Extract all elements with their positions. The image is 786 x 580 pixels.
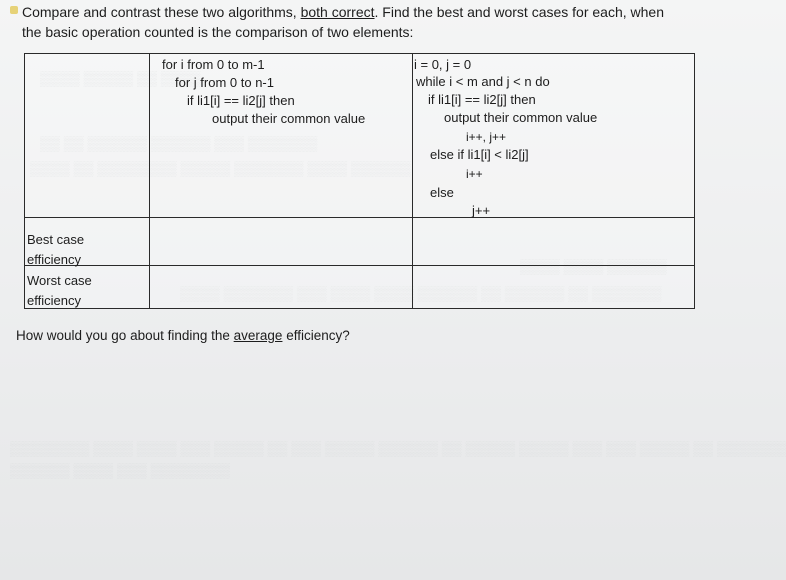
algorithm-a-line: for j from 0 to n-1: [175, 75, 274, 90]
bleed-through-text: ▒▒▒▒▒▒ ▒▒▒▒ ▒▒▒ ▒▒▒▒▒▒▒▒: [10, 462, 230, 478]
bleed-through-text: ▒▒▒▒▒▒▒▒ ▒▒▒▒ ▒▒▒▒ ▒▒▒ ▒▒▒▒▒ ▒▒ ▒▒▒ ▒▒▒▒▒ ▒▒▒▒▒▒ ▒▒ ▒▒▒▒▒ ▒▒▒▒▒ ▒▒▒ ▒▒▒ ▒▒▒▒▒ ▒▒ ▒▒▒▒▒▒▒: [10, 440, 786, 456]
worst-case-label: Worst case: [27, 273, 92, 288]
algorithm-b-line: else: [430, 185, 454, 200]
algorithm-b-line: if li1[i] == li2[j] then: [428, 92, 536, 107]
algorithm-b-line: j++: [472, 203, 491, 218]
worst-efficiency-label: efficiency: [27, 293, 81, 308]
bleed-through-text: ▒▒ ▒▒ ▒▒▒▒▒▒ ▒▒▒▒▒▒ ▒▒▒ ▒▒▒▒▒▒▒: [40, 135, 318, 151]
algorithm-b-line: i++: [466, 167, 483, 181]
best-case-b-cell[interactable]: [412, 217, 695, 266]
average-efficiency-question: [16, 328, 350, 343]
average-question-underlined: average: [233, 328, 283, 343]
worst-case-b-cell[interactable]: [412, 265, 695, 309]
bleed-through-text: ▒▒▒▒ ▒▒▒▒ ▒▒▒▒▒▒: [520, 258, 667, 274]
algorithm-b-line: else if li1[i] < li2[j]: [430, 147, 529, 162]
algorithm-a-line: if li1[i] == li2[j] then: [187, 93, 295, 108]
average-question-suffix: efficiency?: [282, 328, 350, 343]
question-part1: Compare and contrast these two algorithms,: [22, 4, 301, 20]
highlight-marker-icon: [10, 6, 18, 14]
algorithm-b-line: while i < m and j < n do: [416, 74, 550, 89]
average-question-prefix: How would you go about finding the: [16, 328, 234, 343]
algorithm-b-line: i++, j++: [466, 130, 507, 144]
comparison-table: [24, 53, 695, 309]
best-efficiency-label: efficiency: [27, 252, 81, 267]
best-case-label: Best case: [27, 232, 85, 247]
bleed-through-text: ▒▒▒▒ ▒▒ ▒▒▒▒▒▒▒▒ ▒▒▒▒▒ ▒▒▒▒▒▒▒ ▒▒▒▒ ▒▒▒▒▒▒: [30, 160, 411, 176]
best-case-a-cell[interactable]: [149, 217, 413, 266]
algorithm-a-line: output their common value: [212, 111, 366, 126]
table-header-label-cell: [24, 53, 150, 218]
bleed-through-text: ▒▒▒▒ ▒▒▒▒▒▒▒ ▒▒▒ ▒▒▒▒ ▒▒▒▒ ▒▒▒▒▒▒ ▒▒ ▒▒▒▒▒▒ ▒▒ ▒▒▒▒▒▒▒: [180, 285, 662, 301]
worst-case-a-cell[interactable]: [149, 265, 413, 309]
question-underlined: both correct: [300, 4, 375, 20]
question-part2: . Find the best and worst cases for each, when the basic operation counted is the comparison of two elements:: [22, 4, 665, 40]
bleed-through-text: ▒▒▒▒ ▒▒▒▒▒ ▒▒ ▒▒▒▒: [40, 70, 201, 86]
question-text: [22, 2, 682, 42]
algorithm-a-line: for i from 0 to m-1: [162, 57, 265, 72]
algorithm-b-line: i = 0, j = 0: [414, 57, 472, 72]
algorithm-b-line: output their common value: [444, 110, 598, 125]
